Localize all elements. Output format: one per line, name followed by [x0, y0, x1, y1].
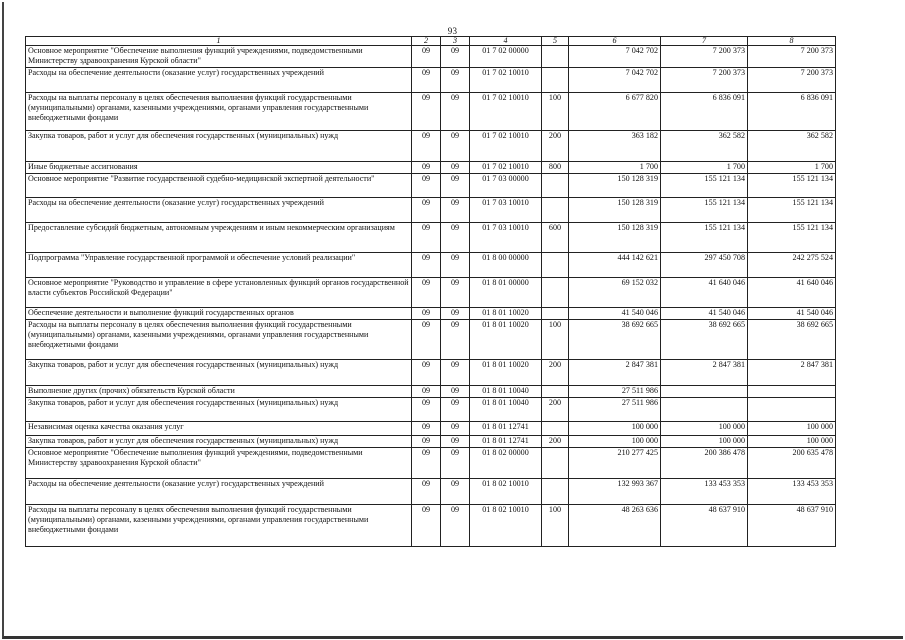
table-row — [26, 68, 836, 93]
cell-name: Иные бюджетные ассигнования — [26, 162, 412, 174]
table-row — [26, 360, 836, 386]
cell-subsection: 09 — [441, 308, 470, 320]
cell-amount-col7: 133 453 353 — [661, 479, 748, 505]
cell-expense-type — [542, 479, 569, 505]
cell-subsection: 09 — [441, 93, 470, 131]
cell-name: Предоставление субсидий бюджетным, автономным учреждениям и иным некоммерческим организациям — [26, 223, 412, 253]
cell-amount-col6: 150 128 319 — [569, 223, 661, 253]
cell-section: 09 — [412, 278, 441, 308]
cell-amount-col8: 100 000 — [748, 422, 836, 436]
cell-expense-type — [542, 422, 569, 436]
cell-name: Расходы на выплаты персоналу в целях обеспечения выполнения функций государственными (муниципальными) органами, казенными учреждениями, органами управления государственными внебюджетными фондами — [26, 93, 412, 131]
cell-expense-type — [542, 174, 569, 198]
cell-subsection: 09 — [441, 198, 470, 223]
cell-expense-type — [542, 253, 569, 278]
cell-target-article: 01 8 02 10010 — [470, 505, 542, 547]
cell-section: 09 — [412, 320, 441, 360]
cell-amount-col7: 41 540 046 — [661, 308, 748, 320]
cell-amount-col6: 363 182 — [569, 131, 661, 162]
cell-amount-col7 — [661, 398, 748, 422]
cell-target-article: 01 7 02 10010 — [470, 93, 542, 131]
cell-name: Основное мероприятие "Обеспечение выполнения функций учреждениями, подведомственными Министерству здравоохранения Курской области" — [26, 448, 412, 479]
cell-target-article: 01 8 01 10020 — [470, 320, 542, 360]
cell-amount-col7 — [661, 386, 748, 398]
cell-amount-col8: 1 700 — [748, 162, 836, 174]
cell-subsection: 09 — [441, 422, 470, 436]
cell-amount-col8: 155 121 134 — [748, 223, 836, 253]
cell-expense-type — [542, 46, 569, 68]
cell-amount-col6: 27 511 986 — [569, 398, 661, 422]
cell-amount-col8: 41 640 046 — [748, 278, 836, 308]
cell-amount-col6: 100 000 — [569, 436, 661, 448]
cell-section: 09 — [412, 360, 441, 386]
cell-section: 09 — [412, 398, 441, 422]
cell-target-article: 01 8 02 10010 — [470, 479, 542, 505]
cell-section: 09 — [412, 46, 441, 68]
cell-name: Основное мероприятие "Развитие государственной судебно-медицинской экспертной деятельности" — [26, 174, 412, 198]
cell-target-article: 01 7 02 00000 — [470, 46, 542, 68]
cell-expense-type: 200 — [542, 436, 569, 448]
cell-section: 09 — [412, 253, 441, 278]
cell-amount-col7: 1 700 — [661, 162, 748, 174]
column-number-row — [26, 37, 836, 46]
cell-expense-type: 100 — [542, 320, 569, 360]
header-col-7: 7 — [661, 37, 748, 46]
cell-amount-col7: 155 121 134 — [661, 174, 748, 198]
cell-amount-col6: 69 152 032 — [569, 278, 661, 308]
header-col-6: 6 — [569, 37, 661, 46]
cell-amount-col7: 48 637 910 — [661, 505, 748, 547]
cell-subsection: 09 — [441, 162, 470, 174]
cell-name: Расходы на выплаты персоналу в целях обеспечения выполнения функций государственными (муниципальными) органами, казенными учреждениями, органами управления государственными внебюджетными фондами — [26, 505, 412, 547]
cell-section: 09 — [412, 93, 441, 131]
cell-name: Закупка товаров, работ и услуг для обеспечения государственных (муниципальных) нужд — [26, 436, 412, 448]
cell-expense-type: 100 — [542, 93, 569, 131]
cell-amount-col8: 155 121 134 — [748, 198, 836, 223]
cell-amount-col8: 41 540 046 — [748, 308, 836, 320]
budget-table — [25, 36, 836, 547]
table-row — [26, 308, 836, 320]
cell-expense-type: 800 — [542, 162, 569, 174]
cell-expense-type: 200 — [542, 360, 569, 386]
header-col-5: 5 — [542, 37, 569, 46]
cell-subsection: 09 — [441, 448, 470, 479]
cell-expense-type — [542, 198, 569, 223]
table-row — [26, 46, 836, 68]
cell-name: Расходы на обеспечение деятельности (оказание услуг) государственных учреждений — [26, 479, 412, 505]
cell-target-article: 01 8 01 10020 — [470, 308, 542, 320]
table-row — [26, 93, 836, 131]
cell-amount-col8: 100 000 — [748, 436, 836, 448]
cell-section: 09 — [412, 162, 441, 174]
cell-name: Расходы на обеспечение деятельности (оказание услуг) государственных учреждений — [26, 68, 412, 93]
cell-amount-col8: 362 582 — [748, 131, 836, 162]
cell-amount-col7: 362 582 — [661, 131, 748, 162]
cell-target-article: 01 8 01 10020 — [470, 360, 542, 386]
cell-subsection: 09 — [441, 360, 470, 386]
cell-expense-type: 200 — [542, 131, 569, 162]
cell-amount-col6: 48 263 636 — [569, 505, 661, 547]
cell-amount-col6: 27 511 986 — [569, 386, 661, 398]
cell-expense-type — [542, 308, 569, 320]
cell-expense-type: 100 — [542, 505, 569, 547]
cell-amount-col8 — [748, 398, 836, 422]
cell-target-article: 01 8 01 10040 — [470, 386, 542, 398]
cell-name: Расходы на выплаты персоналу в целях обеспечения выполнения функций государственными (муниципальными) органами, казенными учреждениями, органами управления государственными внебюджетными фондами — [26, 320, 412, 360]
cell-target-article: 01 7 03 00000 — [470, 174, 542, 198]
table-row — [26, 253, 836, 278]
cell-section: 09 — [412, 422, 441, 436]
cell-section: 09 — [412, 479, 441, 505]
cell-name: Обеспечение деятельности и выполнение функций государственных органов — [26, 308, 412, 320]
header-col-1: 1 — [26, 37, 412, 46]
cell-name: Подпрограмма "Управление государственной программой и обеспечение условий реализации" — [26, 253, 412, 278]
cell-amount-col7: 297 450 708 — [661, 253, 748, 278]
table-row — [26, 162, 836, 174]
table-row — [26, 448, 836, 479]
cell-amount-col6: 150 128 319 — [569, 174, 661, 198]
cell-expense-type — [542, 278, 569, 308]
cell-name: Закупка товаров, работ и услуг для обеспечения государственных (муниципальных) нужд — [26, 398, 412, 422]
cell-amount-col8: 38 692 665 — [748, 320, 836, 360]
table-row — [26, 174, 836, 198]
cell-amount-col8: 7 200 373 — [748, 46, 836, 68]
cell-target-article: 01 8 01 00000 — [470, 278, 542, 308]
cell-amount-col7: 155 121 134 — [661, 223, 748, 253]
cell-target-article: 01 7 02 10010 — [470, 162, 542, 174]
cell-subsection: 09 — [441, 131, 470, 162]
cell-name: Основное мероприятие "Руководство и управление в сфере установленных функций органов государственной власти субъектов Российской Федерации" — [26, 278, 412, 308]
cell-amount-col7: 100 000 — [661, 436, 748, 448]
cell-section: 09 — [412, 174, 441, 198]
cell-amount-col6: 444 142 621 — [569, 253, 661, 278]
cell-subsection: 09 — [441, 253, 470, 278]
table-row — [26, 278, 836, 308]
cell-subsection: 09 — [441, 436, 470, 448]
cell-section: 09 — [412, 308, 441, 320]
page-number: 93 — [447, 26, 458, 36]
cell-amount-col7: 7 200 373 — [661, 68, 748, 93]
cell-target-article: 01 8 02 00000 — [470, 448, 542, 479]
cell-target-article: 01 8 00 00000 — [470, 253, 542, 278]
cell-amount-col7: 38 692 665 — [661, 320, 748, 360]
cell-expense-type — [542, 68, 569, 93]
cell-section: 09 — [412, 448, 441, 479]
cell-subsection: 09 — [441, 46, 470, 68]
cell-amount-col6: 38 692 665 — [569, 320, 661, 360]
cell-amount-col6: 2 847 381 — [569, 360, 661, 386]
cell-expense-type — [542, 386, 569, 398]
cell-amount-col8: 242 275 524 — [748, 253, 836, 278]
cell-amount-col8 — [748, 386, 836, 398]
cell-amount-col8: 155 121 134 — [748, 174, 836, 198]
cell-subsection: 09 — [441, 68, 470, 93]
cell-subsection: 09 — [441, 398, 470, 422]
header-col-8: 8 — [748, 37, 836, 46]
cell-target-article: 01 8 01 12741 — [470, 436, 542, 448]
cell-expense-type — [542, 448, 569, 479]
cell-amount-col8: 48 637 910 — [748, 505, 836, 547]
cell-amount-col8: 2 847 381 — [748, 360, 836, 386]
cell-section: 09 — [412, 68, 441, 93]
table-row — [26, 505, 836, 547]
cell-amount-col6: 7 042 702 — [569, 46, 661, 68]
table-row — [26, 320, 836, 360]
cell-amount-col6: 41 540 046 — [569, 308, 661, 320]
cell-subsection: 09 — [441, 174, 470, 198]
cell-amount-col6: 132 993 367 — [569, 479, 661, 505]
cell-target-article: 01 8 01 10040 — [470, 398, 542, 422]
cell-subsection: 09 — [441, 505, 470, 547]
cell-amount-col7: 100 000 — [661, 422, 748, 436]
cell-amount-col7: 200 386 478 — [661, 448, 748, 479]
table-row — [26, 436, 836, 448]
cell-target-article: 01 7 02 10010 — [470, 131, 542, 162]
cell-amount-col6: 100 000 — [569, 422, 661, 436]
cell-amount-col6: 210 277 425 — [569, 448, 661, 479]
cell-amount-col7: 41 640 046 — [661, 278, 748, 308]
cell-name: Основное мероприятие "Обеспечение выполнения функций учреждениями, подведомственными Министерству здравоохранения Курской области" — [26, 46, 412, 68]
cell-section: 09 — [412, 223, 441, 253]
cell-expense-type: 600 — [542, 223, 569, 253]
cell-amount-col6: 6 677 820 — [569, 93, 661, 131]
table-row — [26, 131, 836, 162]
cell-subsection: 09 — [441, 479, 470, 505]
cell-section: 09 — [412, 505, 441, 547]
cell-target-article: 01 8 01 12741 — [470, 422, 542, 436]
cell-name: Независимая оценка качества оказания услуг — [26, 422, 412, 436]
cell-amount-col8: 200 635 478 — [748, 448, 836, 479]
cell-name: Выполнение других (прочих) обязательств Курской области — [26, 386, 412, 398]
cell-section: 09 — [412, 131, 441, 162]
cell-section: 09 — [412, 386, 441, 398]
header-col-4: 4 — [470, 37, 542, 46]
table-row — [26, 422, 836, 436]
cell-amount-col8: 7 200 373 — [748, 68, 836, 93]
cell-subsection: 09 — [441, 386, 470, 398]
cell-expense-type: 200 — [542, 398, 569, 422]
cell-subsection: 09 — [441, 320, 470, 360]
cell-amount-col6: 150 128 319 — [569, 198, 661, 223]
table-row — [26, 223, 836, 253]
cell-amount-col7: 6 836 091 — [661, 93, 748, 131]
cell-target-article: 01 7 02 10010 — [470, 68, 542, 93]
cell-name: Закупка товаров, работ и услуг для обеспечения государственных (муниципальных) нужд — [26, 360, 412, 386]
cell-amount-col8: 133 453 353 — [748, 479, 836, 505]
cell-amount-col8: 6 836 091 — [748, 93, 836, 131]
table-row — [26, 398, 836, 422]
cell-section: 09 — [412, 436, 441, 448]
header-col-2: 2 — [412, 37, 441, 46]
cell-amount-col7: 7 200 373 — [661, 46, 748, 68]
cell-name: Расходы на обеспечение деятельности (оказание услуг) государственных учреждений — [26, 198, 412, 223]
cell-amount-col7: 2 847 381 — [661, 360, 748, 386]
cell-amount-col6: 7 042 702 — [569, 68, 661, 93]
table-row — [26, 198, 836, 223]
table-row — [26, 386, 836, 398]
cell-subsection: 09 — [441, 223, 470, 253]
cell-amount-col6: 1 700 — [569, 162, 661, 174]
cell-target-article: 01 7 03 10010 — [470, 198, 542, 223]
cell-section: 09 — [412, 198, 441, 223]
cell-amount-col7: 155 121 134 — [661, 198, 748, 223]
cell-name: Закупка товаров, работ и услуг для обеспечения государственных (муниципальных) нужд — [26, 131, 412, 162]
header-col-3: 3 — [441, 37, 470, 46]
cell-target-article: 01 7 03 10010 — [470, 223, 542, 253]
cell-subsection: 09 — [441, 278, 470, 308]
table-row — [26, 479, 836, 505]
